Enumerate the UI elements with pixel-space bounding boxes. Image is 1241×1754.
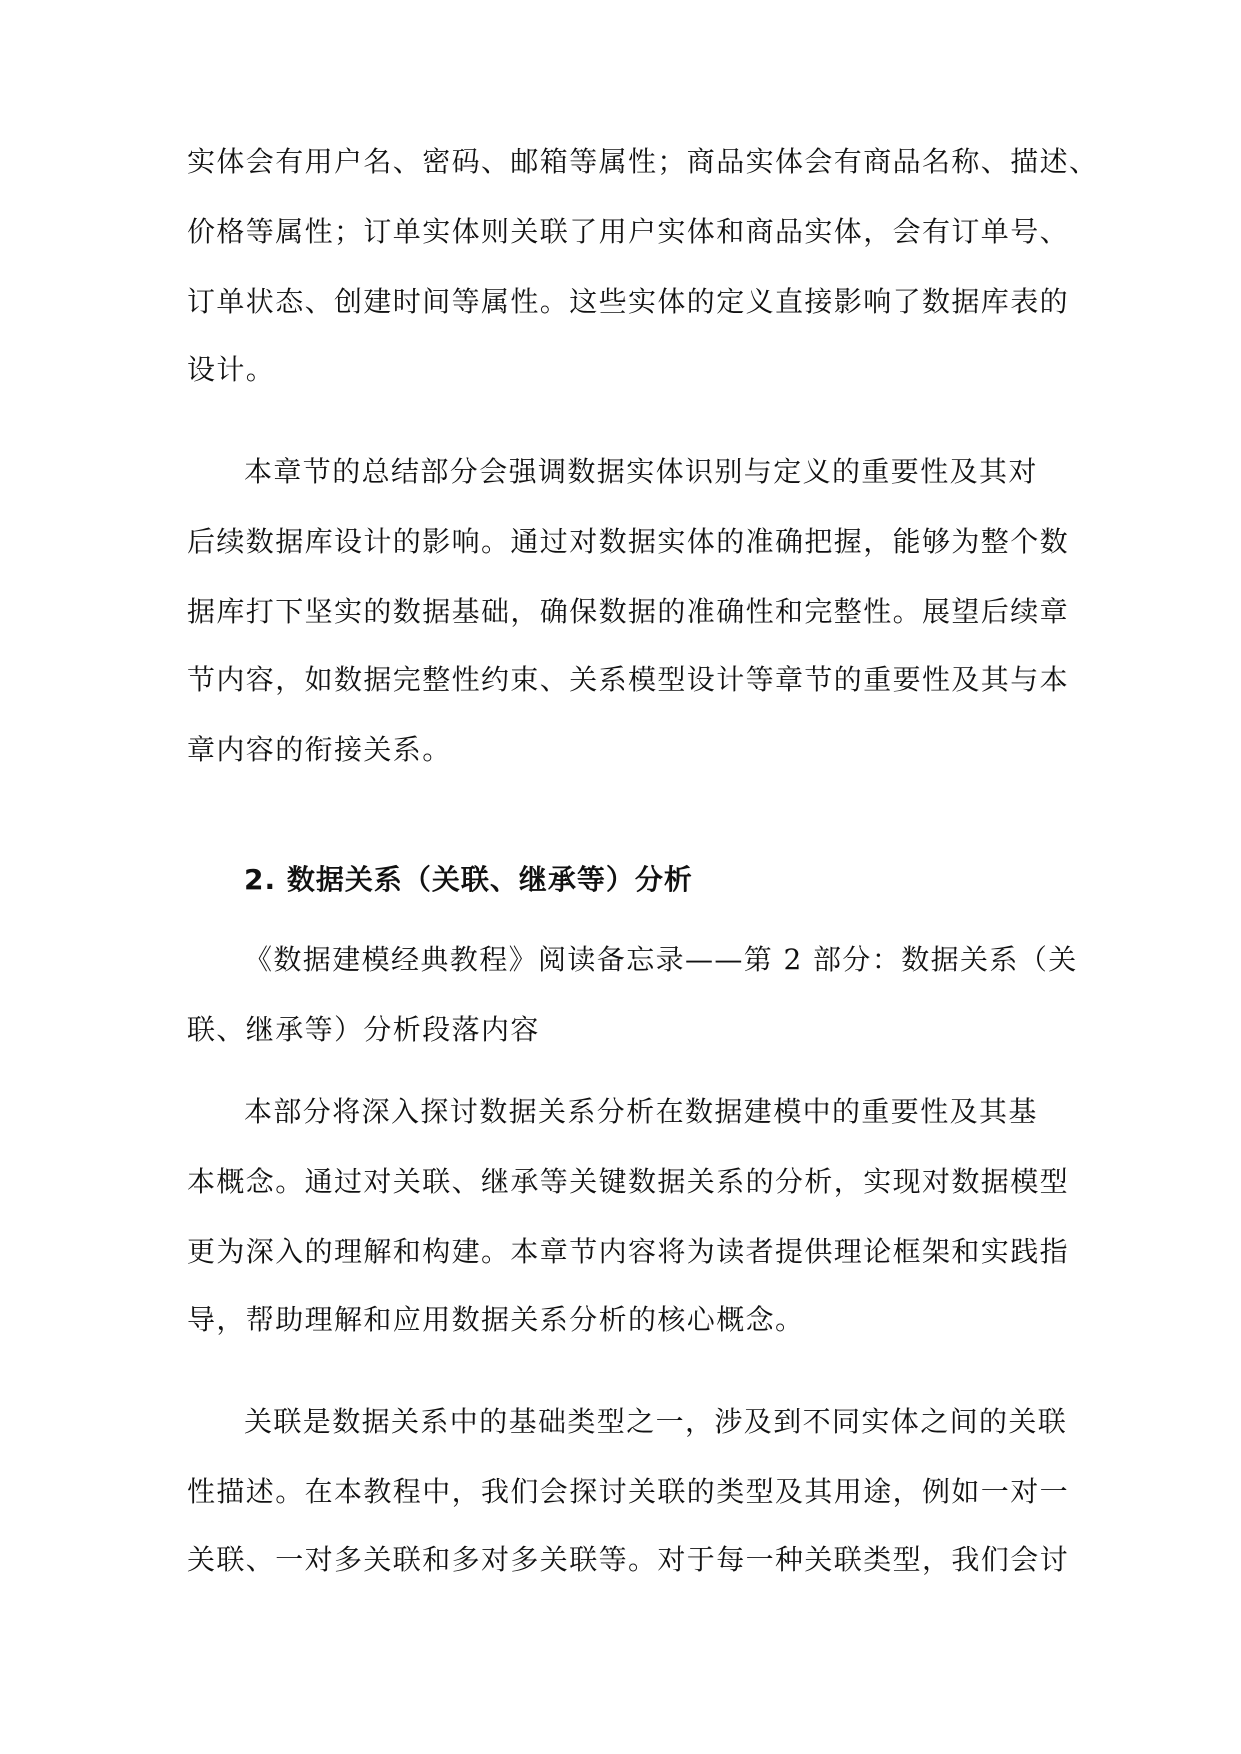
paragraph-line: 《数据建模经典教程》阅读备忘录——第 2 部分：数据关系（关: [244, 943, 1078, 976]
paragraph-line: 设计。: [187, 353, 276, 386]
section-heading: 2. 数据关系（关联、继承等）分析: [244, 863, 693, 896]
paragraph-line: 实体会有用户名、密码、邮箱等属性；商品实体会有商品名称、描述、: [187, 145, 1099, 178]
paragraph-line: 价格等属性；订单实体则关联了用户实体和商品实体，会有订单号、: [187, 215, 1070, 248]
paragraph-line: 更为深入的理解和构建。本章节内容将为读者提供理论框架和实践指: [187, 1235, 1070, 1268]
paragraph-line: 节内容，如数据完整性约束、关系模型设计等章节的重要性及其与本: [187, 663, 1070, 696]
paragraph-line: 关联是数据关系中的基础类型之一，涉及到不同实体之间的关联: [244, 1405, 1068, 1438]
paragraph-line: 性描述。在本教程中，我们会探讨关联的类型及其用途，例如一对一: [187, 1475, 1070, 1508]
paragraph-line: 本部分将深入探讨数据关系分析在数据建模中的重要性及其基: [244, 1095, 1038, 1128]
paragraph-line: 后续数据库设计的影响。通过对数据实体的准确把握，能够为整个数: [187, 525, 1070, 558]
paragraph-line: 本概念。通过对关联、继承等关键数据关系的分析，实现对数据模型: [187, 1165, 1070, 1198]
paragraph-line: 章内容的衔接关系。: [187, 733, 452, 766]
paragraph-line: 据库打下坚实的数据基础，确保数据的准确性和完整性。展望后续章: [187, 595, 1070, 628]
paragraph-line: 订单状态、创建时间等属性。这些实体的定义直接影响了数据库表的: [187, 285, 1070, 318]
paragraph-line: 导，帮助理解和应用数据关系分析的核心概念。: [187, 1303, 805, 1336]
paragraph-line: 联、继承等）分析段落内容: [187, 1013, 540, 1046]
paragraph-line: 本章节的总结部分会强调数据实体识别与定义的重要性及其对: [244, 455, 1038, 488]
paragraph-line: 关联、一对多关联和多对多关联等。对于每一种关联类型，我们会讨: [187, 1543, 1070, 1576]
